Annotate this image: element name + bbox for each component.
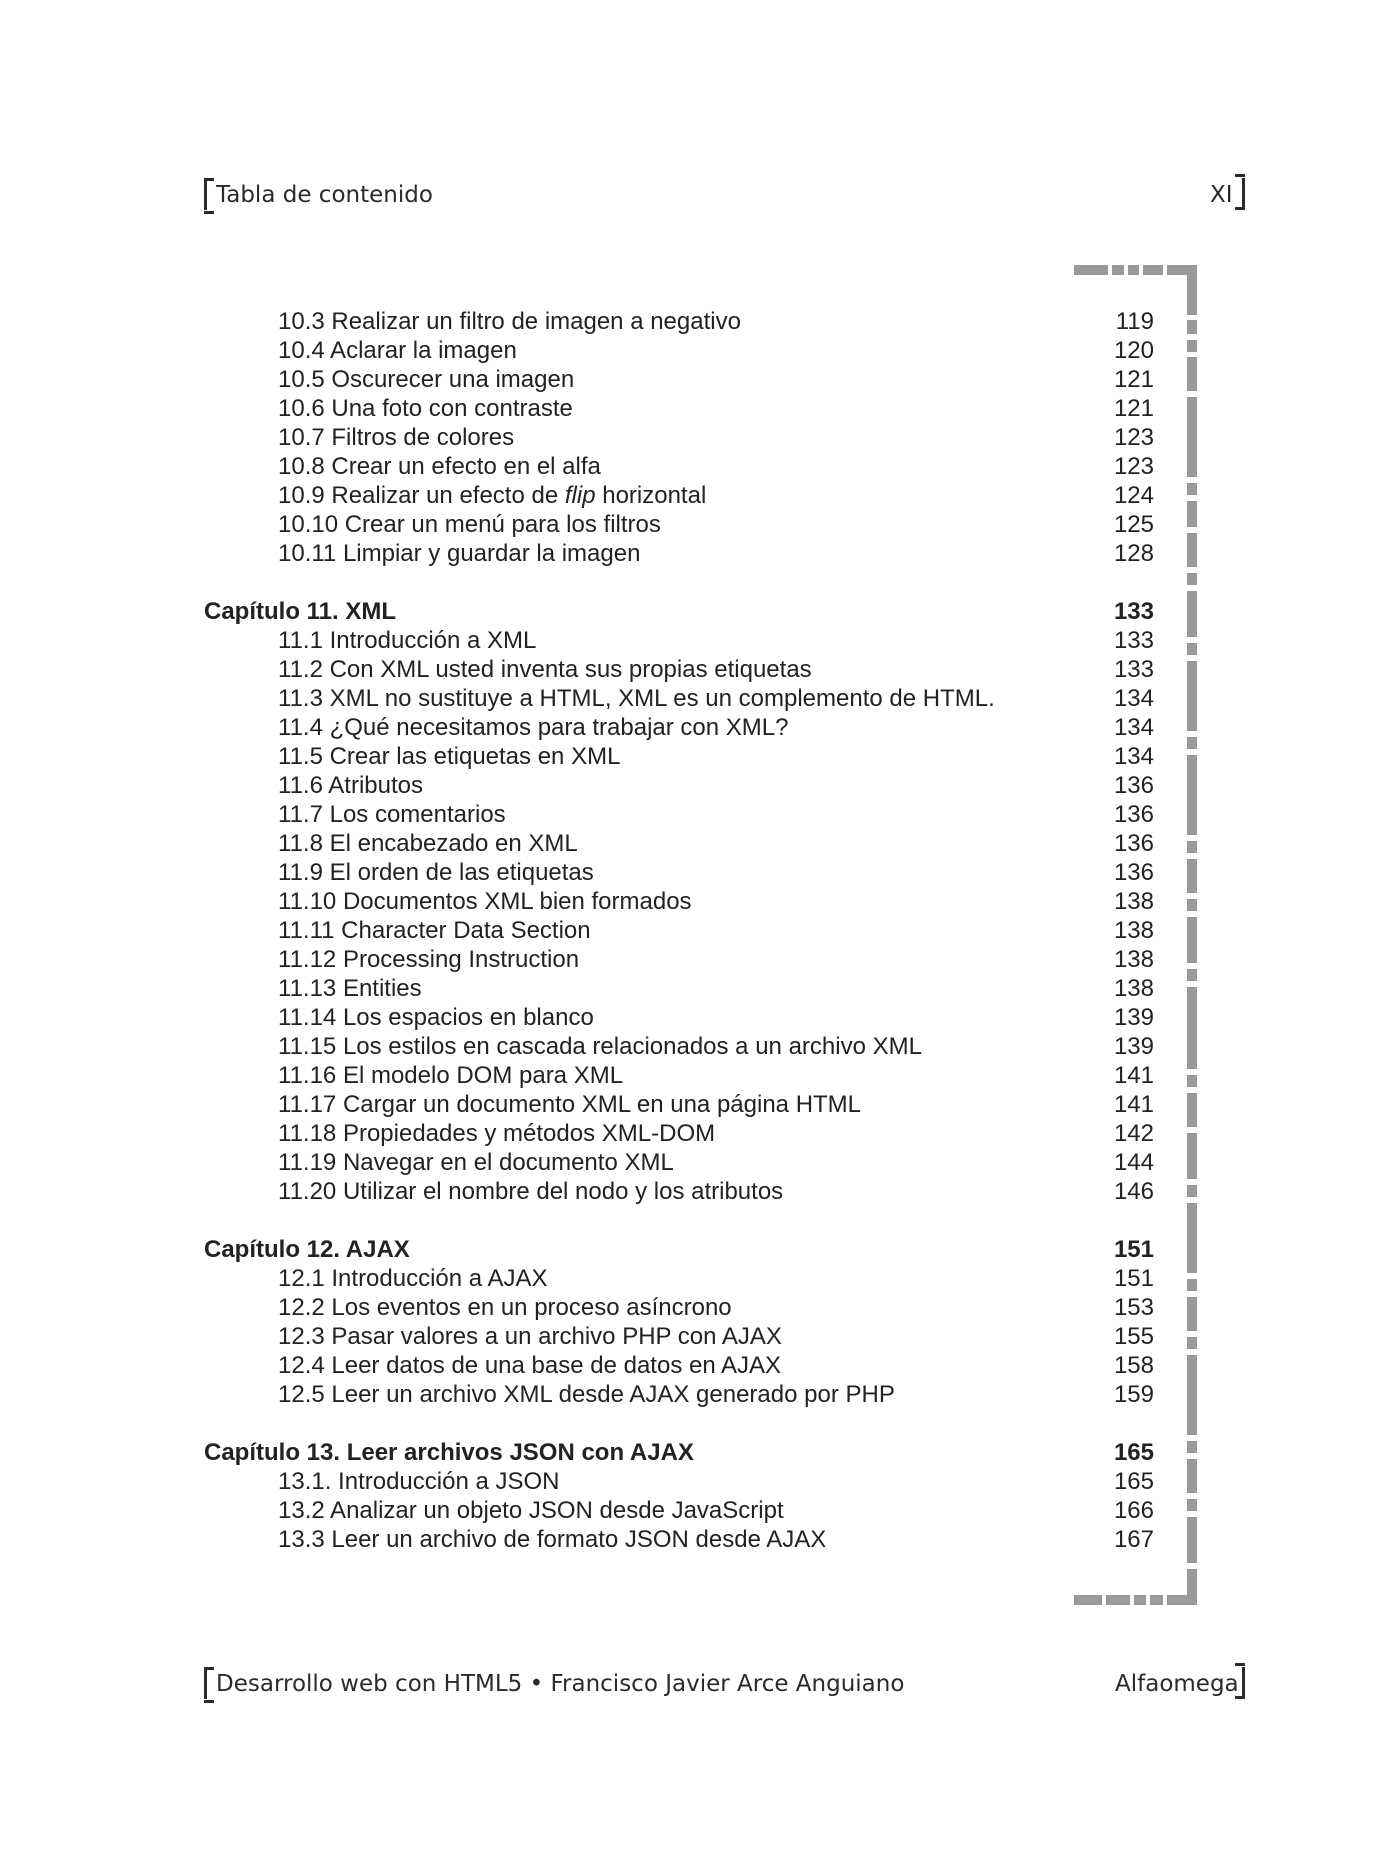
toc-entry-label: 11.11 Character Data Section	[278, 917, 591, 944]
toc-entry-page: 121	[1113, 366, 1154, 393]
toc-entry-label: 11.10 Documentos XML bien formados	[278, 888, 692, 915]
toc-entry-label: 11.14 Los espacios en blanco	[278, 1004, 594, 1031]
toc-entry-page: 123	[1113, 453, 1154, 480]
frame-side-bar	[1187, 265, 1197, 1605]
toc-entry-page: 146	[1113, 1178, 1154, 1205]
toc-entry	[204, 394, 1154, 423]
toc-entry-page: 133	[1113, 627, 1154, 654]
toc-entry-label: 12.4 Leer datos de una base de datos en AJAX	[278, 1352, 782, 1379]
toc-entry-label: 10.5 Oscurecer una imagen	[278, 366, 575, 393]
toc-entry-page: 128	[1113, 540, 1154, 567]
toc-entry-page: 138	[1113, 888, 1154, 915]
toc-entry	[204, 1264, 1154, 1293]
toc-entry-page: 142	[1113, 1120, 1154, 1147]
frame-segment	[1187, 591, 1197, 637]
toc-entry	[204, 887, 1154, 916]
toc-entry-label: 10.6 Una foto con contraste	[278, 395, 573, 422]
toc-entry-label: 12.2 Los eventos en un proceso asíncrono	[278, 1294, 732, 1321]
toc-entry-page: 123	[1113, 424, 1154, 451]
toc-entry-label: 11.12 Processing Instruction	[278, 946, 580, 973]
frame-segment	[1187, 643, 1197, 655]
entry-label-part: horizontal	[595, 482, 707, 509]
toc-entry-label: 10.3 Realizar un filtro de imagen a negativo	[278, 308, 741, 335]
toc-entry-label: 11.16 El modelo DOM para XML	[278, 1062, 624, 1089]
toc-entry-label: 12.5 Leer un archivo XML desde AJAX generado por PHP	[278, 1381, 895, 1408]
toc-entry-page: 158	[1113, 1352, 1154, 1379]
toc-entry-page: 134	[1113, 685, 1154, 712]
running-footer-book: Desarrollo web con HTML5 • Francisco Javier Arce Anguiano	[216, 1671, 905, 1697]
toc-entry-page: 138	[1113, 975, 1154, 1002]
toc-entry	[204, 1467, 1154, 1496]
frame-segment	[1187, 1297, 1197, 1331]
running-footer-publisher: Alfaomega	[1115, 1671, 1239, 1697]
entry-label-part: 10.9 Realizar un efecto de	[278, 482, 565, 509]
frame-segment	[1187, 899, 1197, 911]
frame-segment	[1187, 1133, 1197, 1179]
toc-entry-page: 141	[1113, 1062, 1154, 1089]
running-header-title: Tabla de contenido	[216, 182, 433, 208]
toc-entry-label: 10.7 Filtros de colores	[278, 424, 515, 451]
toc-entry-label: 11.13 Entities	[278, 975, 422, 1002]
toc-entry-label: 11.6 Atributos	[278, 772, 423, 799]
frame-segment	[1187, 320, 1197, 334]
toc-entry-label: 11.17 Cargar un documento XML en una página HTML	[278, 1091, 862, 1118]
toc-entry	[204, 510, 1154, 539]
toc-entry-page: 151	[1113, 1265, 1154, 1292]
toc-entry-label: 11.7 Los comentarios	[278, 801, 506, 828]
toc-entry-page: 139	[1113, 1004, 1154, 1031]
frame-bottom-bar	[1074, 1595, 1197, 1605]
toc-entry	[204, 800, 1154, 829]
toc-entry-label: 10.4 Aclarar la imagen	[278, 337, 517, 364]
toc-entry-label: 11.3 XML no sustituye a HTML, XML es un complemento de HTML.	[278, 685, 995, 712]
toc-entry-label: 11.1 Introducción a XML	[278, 627, 537, 654]
toc-chapter-label: Capítulo 12. AJAX	[204, 1236, 410, 1263]
toc-entry-page: 155	[1113, 1323, 1154, 1350]
toc-entry-label: 10.8 Crear un efecto en el alfa	[278, 453, 601, 480]
frame-segment	[1187, 1093, 1197, 1127]
toc-entry	[204, 1525, 1154, 1554]
frame-segment	[1187, 1499, 1197, 1511]
frame-segment	[1187, 357, 1197, 391]
toc-entry-label: 11.19 Navegar en el documento XML	[278, 1149, 674, 1176]
frame-segment	[1187, 340, 1197, 352]
toc-entry	[204, 655, 1154, 684]
toc-entry-page: 138	[1113, 946, 1154, 973]
toc-entry-label: 13.3 Leer un archivo de formato JSON desde AJAX	[278, 1526, 827, 1553]
frame-segment	[1187, 1203, 1197, 1273]
frame-segment	[1187, 859, 1197, 893]
frame-segment	[1187, 265, 1197, 315]
toc-chapter-label: Capítulo 11. XML	[204, 598, 397, 625]
toc-entry-page: 153	[1113, 1294, 1154, 1321]
frame-segment	[1187, 917, 1197, 963]
frame-segment	[1187, 573, 1197, 585]
toc-entry-page: 138	[1113, 917, 1154, 944]
toc-entry-page: 125	[1113, 511, 1154, 538]
toc-entry	[204, 307, 1154, 336]
toc-entry-page: 139	[1113, 1033, 1154, 1060]
frame-segment	[1187, 737, 1197, 749]
toc-entry	[204, 742, 1154, 771]
toc-entry-page: 134	[1113, 714, 1154, 741]
toc-entry-label: 11.2 Con XML usted inventa sus propias etiquetas	[278, 656, 812, 683]
toc-entry-label: 13.1. Introducción a JSON	[278, 1468, 560, 1495]
toc-entry	[204, 974, 1154, 1003]
toc-entry-page: 134	[1113, 743, 1154, 770]
toc-entry-label: 11.4 ¿Qué necesitamos para trabajar con XML?	[278, 714, 789, 741]
frame-top-bar	[1074, 265, 1197, 275]
table-of-contents	[204, 307, 1154, 1554]
toc-chapter-page: 151	[1113, 1236, 1154, 1263]
toc-entry-label: 10.11 Limpiar y guardar la imagen	[278, 540, 641, 567]
toc-entry	[204, 1177, 1154, 1206]
toc-entry	[204, 539, 1154, 568]
toc-entry	[204, 1061, 1154, 1090]
toc-entry-page: 124	[1113, 482, 1154, 509]
toc-chapter-label: Capítulo 13. Leer archivos JSON con AJAX	[204, 1439, 694, 1466]
toc-chapter	[204, 597, 1154, 626]
toc-entry	[204, 423, 1154, 452]
toc-chapter	[204, 1235, 1154, 1264]
toc-entry-label: 12.1 Introducción a AJAX	[278, 1265, 548, 1292]
toc-entry-page: 136	[1113, 772, 1154, 799]
toc-entry-page: 120	[1113, 337, 1154, 364]
toc-entry	[204, 1119, 1154, 1148]
toc-entry-page: 136	[1113, 830, 1154, 857]
footer-left-bracket	[204, 1667, 214, 1699]
toc-entry	[204, 365, 1154, 394]
toc-entry-label: 13.2 Analizar un objeto JSON desde JavaScript	[278, 1497, 784, 1524]
toc-entry	[204, 771, 1154, 800]
header-right-bracket	[1235, 178, 1245, 210]
entry-label-italic: flip	[564, 482, 596, 509]
toc-entry	[204, 1322, 1154, 1351]
toc-chapter-page: 133	[1113, 598, 1154, 625]
toc-entry	[204, 858, 1154, 887]
toc-entry	[204, 626, 1154, 655]
toc-entry-page: 159	[1113, 1381, 1154, 1408]
frame-segment	[1187, 1185, 1197, 1197]
frame-segment	[1187, 397, 1197, 477]
frame-segment	[1187, 1517, 1197, 1563]
frame-segment	[1187, 841, 1197, 853]
toc-entry-label: 11.5 Crear las etiquetas en XML	[278, 743, 621, 770]
toc-chapter	[204, 1438, 1154, 1467]
toc-entry-page: 133	[1113, 656, 1154, 683]
toc-entry	[204, 1148, 1154, 1177]
frame-segment	[1187, 987, 1197, 1069]
toc-entry	[204, 452, 1154, 481]
toc-entry-label: 10.10 Crear un menú para los filtros	[278, 511, 661, 538]
header-left-bracket	[204, 178, 214, 210]
toc-entry-label: 12.3 Pasar valores a un archivo PHP con AJAX	[278, 1323, 782, 1350]
frame-segment	[1187, 969, 1197, 981]
toc-entry	[204, 945, 1154, 974]
frame-segment	[1187, 533, 1197, 567]
toc-entry	[204, 916, 1154, 945]
toc-entry	[204, 684, 1154, 713]
running-header-page-number: XI	[1210, 182, 1233, 208]
toc-entry	[204, 336, 1154, 365]
toc-entry-label: 11.15 Los estilos en cascada relacionados a un archivo XML	[278, 1033, 922, 1060]
toc-entry-page: 121	[1113, 395, 1154, 422]
toc-entry	[204, 1003, 1154, 1032]
frame-segment	[1187, 755, 1197, 835]
toc-entry-page: 136	[1113, 859, 1154, 886]
frame-segment	[1187, 483, 1197, 495]
frame-segment	[1187, 1075, 1197, 1087]
frame-segment	[1187, 1337, 1197, 1349]
toc-entry-label: 11.18 Propiedades y métodos XML-DOM	[278, 1120, 716, 1147]
frame-segment	[1187, 661, 1197, 731]
frame-segment	[1187, 501, 1197, 527]
toc-entry-page: 141	[1113, 1091, 1154, 1118]
toc-chapter-page: 165	[1113, 1439, 1154, 1466]
toc-entry	[204, 1496, 1154, 1525]
toc-entry-label	[278, 481, 706, 510]
toc-entry	[204, 1351, 1154, 1380]
frame-segment	[1187, 1459, 1197, 1493]
toc-entry	[204, 829, 1154, 858]
toc-entry-page: 136	[1113, 801, 1154, 828]
toc-entry	[204, 1380, 1154, 1409]
toc-entry	[204, 481, 1154, 510]
footer-right-bracket	[1235, 1667, 1245, 1699]
toc-entry-page: 166	[1113, 1497, 1154, 1524]
toc-entry	[204, 1032, 1154, 1061]
toc-entry-page: 119	[1115, 308, 1154, 335]
toc-entry-label: 11.9 El orden de las etiquetas	[278, 859, 594, 886]
toc-entry-page: 144	[1113, 1149, 1154, 1176]
toc-entry-label: 11.8 El encabezado en XML	[278, 830, 578, 857]
toc-entry-page: 165	[1113, 1468, 1154, 1495]
frame-segment	[1187, 1279, 1197, 1291]
toc-entry	[204, 713, 1154, 742]
toc-entry	[204, 1090, 1154, 1119]
frame-segment	[1187, 1441, 1197, 1453]
toc-entry-page: 167	[1113, 1526, 1154, 1553]
frame-segment	[1187, 1355, 1197, 1435]
toc-entry	[204, 1293, 1154, 1322]
toc-entry-label: 11.20 Utilizar el nombre del nodo y los atributos	[278, 1178, 784, 1205]
